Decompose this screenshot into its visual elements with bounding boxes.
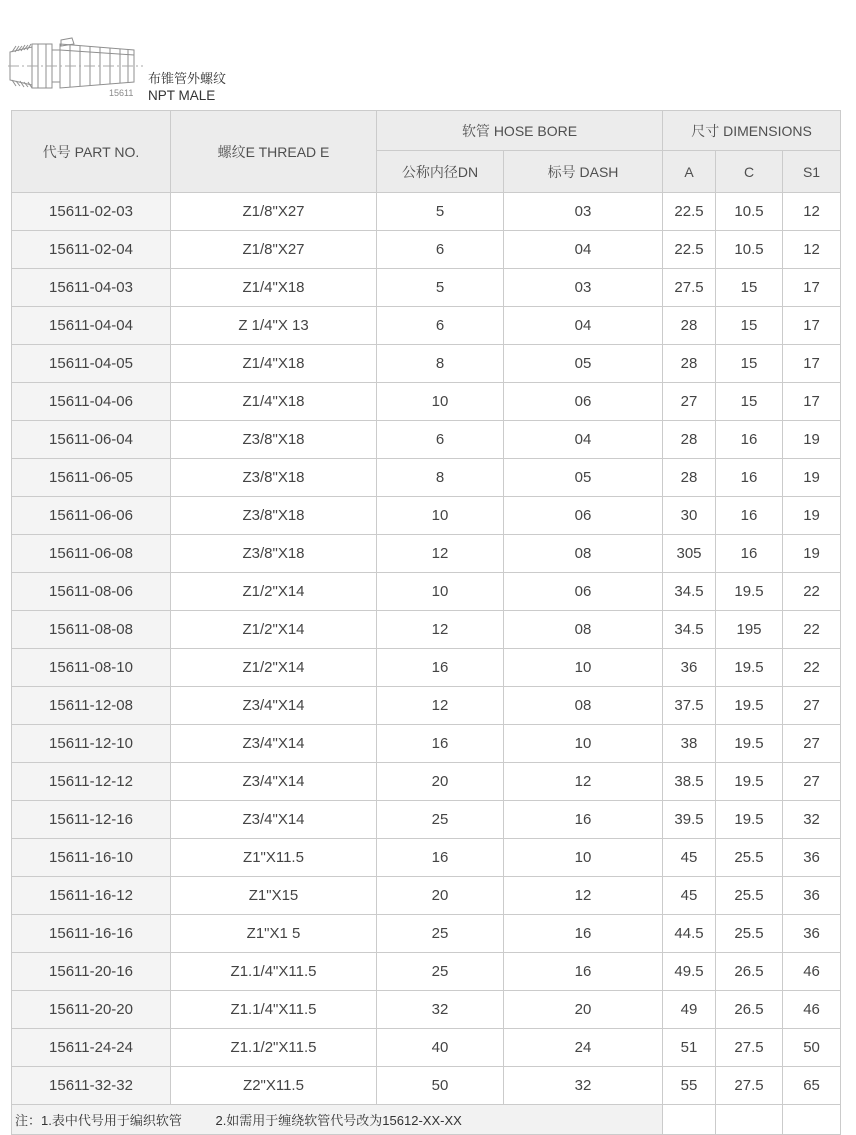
cell-dash: 06 — [504, 573, 663, 611]
cell-thread: Z1.1/4"X11.5 — [171, 953, 377, 991]
cell-thread: Z1"X11.5 — [171, 839, 377, 877]
table-row — [12, 725, 841, 763]
cell-s1: 32 — [783, 801, 841, 839]
cell-part-no: 15611-02-03 — [12, 193, 171, 231]
cell-part-no: 15611-04-06 — [12, 383, 171, 421]
cell-a: 22.5 — [663, 231, 716, 269]
table-row — [12, 649, 841, 687]
table-row — [12, 953, 841, 991]
cell-s1: 46 — [783, 953, 841, 991]
col-header-dimensions: 尺寸 DIMENSIONS — [663, 111, 841, 151]
cell-a: 44.5 — [663, 915, 716, 953]
cell-a: 28 — [663, 307, 716, 345]
cell-dn: 16 — [377, 725, 504, 763]
cell-a: 28 — [663, 421, 716, 459]
cell-a: 28 — [663, 459, 716, 497]
table-row — [12, 1067, 841, 1105]
col-header-dash: 标号 DASH — [504, 151, 663, 193]
cell-c: 27.5 — [716, 1029, 783, 1067]
cell-c: 27.5 — [716, 1067, 783, 1105]
cell-c: 15 — [716, 345, 783, 383]
cell-dn: 10 — [377, 573, 504, 611]
cell-dn: 12 — [377, 535, 504, 573]
cell-s1: 17 — [783, 307, 841, 345]
cell-dn: 6 — [377, 421, 504, 459]
cell-c: 26.5 — [716, 953, 783, 991]
cell-part-no: 15611-12-08 — [12, 687, 171, 725]
cell-thread: Z1/2"X14 — [171, 649, 377, 687]
cell-a: 38 — [663, 725, 716, 763]
cell-a: 38.5 — [663, 763, 716, 801]
cell-a: 49.5 — [663, 953, 716, 991]
cell-dash: 16 — [504, 915, 663, 953]
cell-thread: Z3/4"X14 — [171, 687, 377, 725]
table-row — [12, 611, 841, 649]
cell-thread: Z1/8"X27 — [171, 193, 377, 231]
table-row — [12, 231, 841, 269]
cell-part-no: 15611-08-08 — [12, 611, 171, 649]
cell-s1: 27 — [783, 725, 841, 763]
table-row — [12, 535, 841, 573]
table-row — [12, 307, 841, 345]
cell-dn: 25 — [377, 953, 504, 991]
cell-c: 10.5 — [716, 193, 783, 231]
col-header-dn: 公称内径DN — [377, 151, 504, 193]
cell-s1: 46 — [783, 991, 841, 1029]
cell-dn: 20 — [377, 763, 504, 801]
page-header — [0, 0, 856, 110]
cell-dn: 8 — [377, 459, 504, 497]
col-header-c: C — [716, 151, 783, 193]
cell-a: 28 — [663, 345, 716, 383]
cell-dn: 12 — [377, 687, 504, 725]
col-header-thread: 螺纹E THREAD E — [171, 111, 377, 193]
cell-dn: 10 — [377, 497, 504, 535]
cell-dash: 03 — [504, 193, 663, 231]
drawing-part-number: 15611 — [109, 88, 134, 98]
cell-dash: 32 — [504, 1067, 663, 1105]
cell-part-no: 15611-06-05 — [12, 459, 171, 497]
cell-thread: Z3/4"X14 — [171, 763, 377, 801]
cell-dn: 6 — [377, 307, 504, 345]
cell-part-no: 15611-12-10 — [12, 725, 171, 763]
cell-thread: Z3/8"X18 — [171, 497, 377, 535]
table-row — [12, 915, 841, 953]
cell-dn: 32 — [377, 991, 504, 1029]
cell-c: 16 — [716, 459, 783, 497]
table-row — [12, 345, 841, 383]
cell-dash: 04 — [504, 307, 663, 345]
cell-thread: Z1"X1 5 — [171, 915, 377, 953]
cell-s1: 27 — [783, 763, 841, 801]
cell-part-no: 15611-04-05 — [12, 345, 171, 383]
cell-part-no: 15611-06-04 — [12, 421, 171, 459]
cell-dash: 03 — [504, 269, 663, 307]
cell-a: 34.5 — [663, 573, 716, 611]
cell-a: 36 — [663, 649, 716, 687]
cell-thread: Z1.1/2"X11.5 — [171, 1029, 377, 1067]
cell-dn: 25 — [377, 801, 504, 839]
cell-a: 37.5 — [663, 687, 716, 725]
cell-s1: 19 — [783, 535, 841, 573]
cell-thread: Z1/2"X14 — [171, 573, 377, 611]
cell-thread: Z1/2"X14 — [171, 611, 377, 649]
cell-a: 45 — [663, 839, 716, 877]
table-row — [12, 459, 841, 497]
cell-dn: 25 — [377, 915, 504, 953]
table-footer — [12, 1105, 841, 1135]
col-header-a: A — [663, 151, 716, 193]
cell-dn: 5 — [377, 193, 504, 231]
table-row — [12, 193, 841, 231]
cell-part-no: 15611-06-06 — [12, 497, 171, 535]
cell-s1: 22 — [783, 573, 841, 611]
cell-part-no: 15611-12-16 — [12, 801, 171, 839]
cell-part-no: 15611-08-06 — [12, 573, 171, 611]
cell-a: 55 — [663, 1067, 716, 1105]
cell-dash: 20 — [504, 991, 663, 1029]
cell-thread: Z3/8"X18 — [171, 535, 377, 573]
cell-s1: 36 — [783, 915, 841, 953]
cell-thread: Z1.1/4"X11.5 — [171, 991, 377, 1029]
product-title-en: NPT MALE — [148, 88, 216, 103]
cell-s1: 19 — [783, 459, 841, 497]
cell-thread: Z2"X11.5 — [171, 1067, 377, 1105]
table-header — [12, 111, 841, 193]
cell-thread: Z3/4"X14 — [171, 801, 377, 839]
cell-thread: Z1/4"X18 — [171, 269, 377, 307]
fitting-drawing — [6, 30, 146, 102]
cell-a: 27.5 — [663, 269, 716, 307]
cell-c: 15 — [716, 383, 783, 421]
footer-note-cell — [12, 1105, 663, 1135]
cell-c: 25.5 — [716, 839, 783, 877]
cell-c: 19.5 — [716, 801, 783, 839]
cell-dash: 06 — [504, 383, 663, 421]
cell-thread: Z1/4"X18 — [171, 383, 377, 421]
cell-part-no: 15611-04-03 — [12, 269, 171, 307]
cell-thread: Z1/4"X18 — [171, 345, 377, 383]
cell-part-no: 15611-16-16 — [12, 915, 171, 953]
product-titles — [148, 70, 226, 104]
cell-part-no: 15611-20-16 — [12, 953, 171, 991]
cell-s1: 12 — [783, 231, 841, 269]
cell-c: 19.5 — [716, 763, 783, 801]
cell-dash: 08 — [504, 611, 663, 649]
cell-thread: Z 1/4"X 13 — [171, 307, 377, 345]
cell-dash: 08 — [504, 535, 663, 573]
table-row — [12, 573, 841, 611]
cell-dn: 50 — [377, 1067, 504, 1105]
footer-empty-cell-c — [716, 1105, 783, 1135]
cell-c: 19.5 — [716, 687, 783, 725]
cell-thread: Z3/8"X18 — [171, 421, 377, 459]
cell-s1: 36 — [783, 877, 841, 915]
table-row — [12, 801, 841, 839]
cell-part-no: 15611-12-12 — [12, 763, 171, 801]
cell-thread: Z3/4"X14 — [171, 725, 377, 763]
cell-part-no: 15611-08-10 — [12, 649, 171, 687]
cell-part-no: 15611-24-24 — [12, 1029, 171, 1067]
table-row — [12, 839, 841, 877]
col-header-part-no: 代号 PART NO. — [12, 111, 171, 193]
cell-c: 19.5 — [716, 725, 783, 763]
cell-s1: 19 — [783, 421, 841, 459]
cell-dash: 24 — [504, 1029, 663, 1067]
cell-dash: 08 — [504, 687, 663, 725]
col-header-hose-bore: 软管 HOSE BORE — [377, 111, 663, 151]
cell-dn: 10 — [377, 383, 504, 421]
cell-dn: 20 — [377, 877, 504, 915]
cell-c: 16 — [716, 535, 783, 573]
cell-part-no: 15611-06-08 — [12, 535, 171, 573]
cell-dn: 16 — [377, 649, 504, 687]
parts-table — [11, 110, 841, 1135]
cell-s1: 17 — [783, 383, 841, 421]
footer-empty-cell-a — [663, 1105, 716, 1135]
table-row — [12, 763, 841, 801]
cell-c: 19.5 — [716, 573, 783, 611]
table-row — [12, 991, 841, 1029]
cell-thread: Z1/8"X27 — [171, 231, 377, 269]
table-row — [12, 687, 841, 725]
table-row — [12, 877, 841, 915]
cell-a: 45 — [663, 877, 716, 915]
cell-dash: 04 — [504, 421, 663, 459]
cell-c: 25.5 — [716, 915, 783, 953]
cell-part-no: 15611-02-04 — [12, 231, 171, 269]
cell-thread: Z3/8"X18 — [171, 459, 377, 497]
cell-a: 22.5 — [663, 193, 716, 231]
cell-dash: 10 — [504, 725, 663, 763]
cell-s1: 36 — [783, 839, 841, 877]
cell-dash: 16 — [504, 953, 663, 991]
cell-dn: 8 — [377, 345, 504, 383]
table-body — [12, 193, 841, 1105]
cell-c: 16 — [716, 421, 783, 459]
cell-c: 25.5 — [716, 877, 783, 915]
cell-dash: 12 — [504, 877, 663, 915]
table-row — [12, 1029, 841, 1067]
cell-dash: 16 — [504, 801, 663, 839]
col-header-s1: S1 — [783, 151, 841, 193]
cell-dn: 6 — [377, 231, 504, 269]
cell-s1: 50 — [783, 1029, 841, 1067]
cell-c: 15 — [716, 269, 783, 307]
cell-part-no: 15611-32-32 — [12, 1067, 171, 1105]
cell-dash: 10 — [504, 649, 663, 687]
cell-part-no: 15611-04-04 — [12, 307, 171, 345]
table-row — [12, 269, 841, 307]
cell-dn: 12 — [377, 611, 504, 649]
cell-dash: 10 — [504, 839, 663, 877]
cell-c: 15 — [716, 307, 783, 345]
product-title-cn: 布锥管外螺纹 — [148, 71, 227, 86]
cell-a: 30 — [663, 497, 716, 535]
cell-part-no: 15611-16-12 — [12, 877, 171, 915]
cell-s1: 12 — [783, 193, 841, 231]
cell-c: 26.5 — [716, 991, 783, 1029]
cell-dash: 04 — [504, 231, 663, 269]
cell-thread: Z1"X15 — [171, 877, 377, 915]
cell-s1: 65 — [783, 1067, 841, 1105]
cell-s1: 22 — [783, 611, 841, 649]
cell-dash: 06 — [504, 497, 663, 535]
cell-a: 49 — [663, 991, 716, 1029]
cell-a: 51 — [663, 1029, 716, 1067]
footer-note-row — [12, 1105, 841, 1135]
cell-s1: 17 — [783, 345, 841, 383]
cell-part-no: 15611-20-20 — [12, 991, 171, 1029]
cell-dash: 12 — [504, 763, 663, 801]
footer-empty-cell-s1 — [783, 1105, 841, 1135]
cell-c: 16 — [716, 497, 783, 535]
cell-s1: 27 — [783, 687, 841, 725]
cell-a: 39.5 — [663, 801, 716, 839]
cell-c: 19.5 — [716, 649, 783, 687]
cell-a: 34.5 — [663, 611, 716, 649]
cell-part-no: 15611-16-10 — [12, 839, 171, 877]
footer-note-2: 2.如需用于缠绕软管代号改为15612-XX-XX — [215, 1113, 462, 1128]
cell-dash: 05 — [504, 345, 663, 383]
cell-s1: 22 — [783, 649, 841, 687]
cell-a: 27 — [663, 383, 716, 421]
footer-note-1: 注：1.表中代号用于编织软管 — [15, 1113, 182, 1128]
cell-c: 195 — [716, 611, 783, 649]
cell-dn: 40 — [377, 1029, 504, 1067]
table-row — [12, 383, 841, 421]
cell-c: 10.5 — [716, 231, 783, 269]
cell-dn: 5 — [377, 269, 504, 307]
cell-dn: 16 — [377, 839, 504, 877]
table-row — [12, 497, 841, 535]
table-row — [12, 421, 841, 459]
cell-dash: 05 — [504, 459, 663, 497]
cell-s1: 19 — [783, 497, 841, 535]
cell-s1: 17 — [783, 269, 841, 307]
cell-a: 305 — [663, 535, 716, 573]
